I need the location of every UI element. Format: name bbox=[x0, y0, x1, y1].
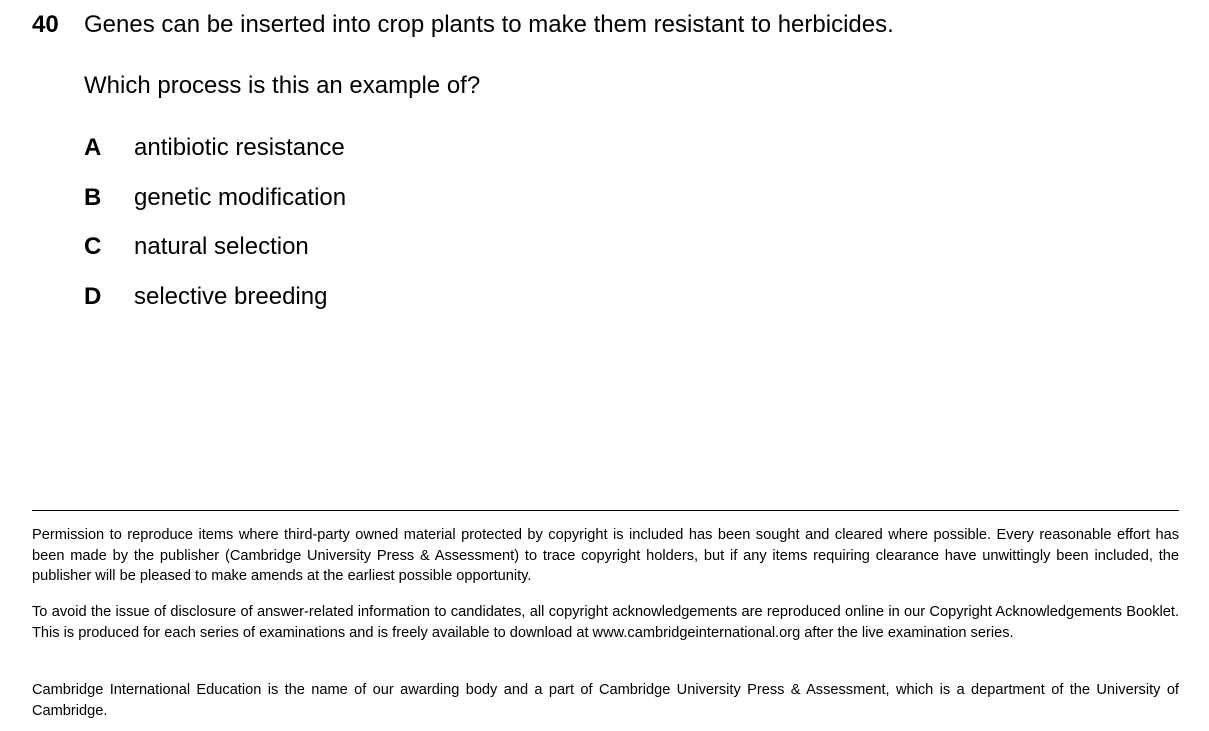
awarding-body-paragraph: Cambridge International Education is the name of our awarding body and a part of Cambridge University Press & Assessment, which is a department of the University of Cambridge. bbox=[32, 682, 1179, 719]
option-text: natural selection bbox=[134, 233, 309, 260]
option-letter: B bbox=[84, 184, 102, 211]
copyright-permission-paragraph: Permission to reproduce items where third-party owned material protected by copyright is included has been sought and cleared where possible. Every reasonable effort has been made by the publisher (Cambridge University Press & Assessment) to trace copyright holders, but if any items requiring clearance have unwittingly been included, the publisher will be pleased to make amends at the earliest possible opportunity. bbox=[32, 527, 1179, 585]
option-text: antibiotic resistance bbox=[134, 134, 345, 161]
question-prompt: Which process is this an example of? bbox=[84, 72, 481, 99]
question-stem: Genes can be inserted into crop plants to make them resistant to herbicides. bbox=[84, 11, 894, 38]
question-number: 40 bbox=[32, 11, 59, 38]
footer-divider bbox=[32, 510, 1179, 511]
option-letter: D bbox=[84, 283, 102, 310]
copyright-acknowledgements-paragraph: To avoid the issue of disclosure of answer-related information to candidates, all copyright acknowledgements are reproduced online in our Copyright Acknowledgements Booklet. This is produced for each series of examinations and is freely available to download at www.cambridgeinternational.org after the live examination series. bbox=[32, 604, 1179, 641]
option-letter: A bbox=[84, 134, 102, 161]
option-text: genetic modification bbox=[134, 184, 347, 211]
option-text: selective breeding bbox=[134, 283, 328, 310]
option-letter: C bbox=[84, 233, 102, 260]
